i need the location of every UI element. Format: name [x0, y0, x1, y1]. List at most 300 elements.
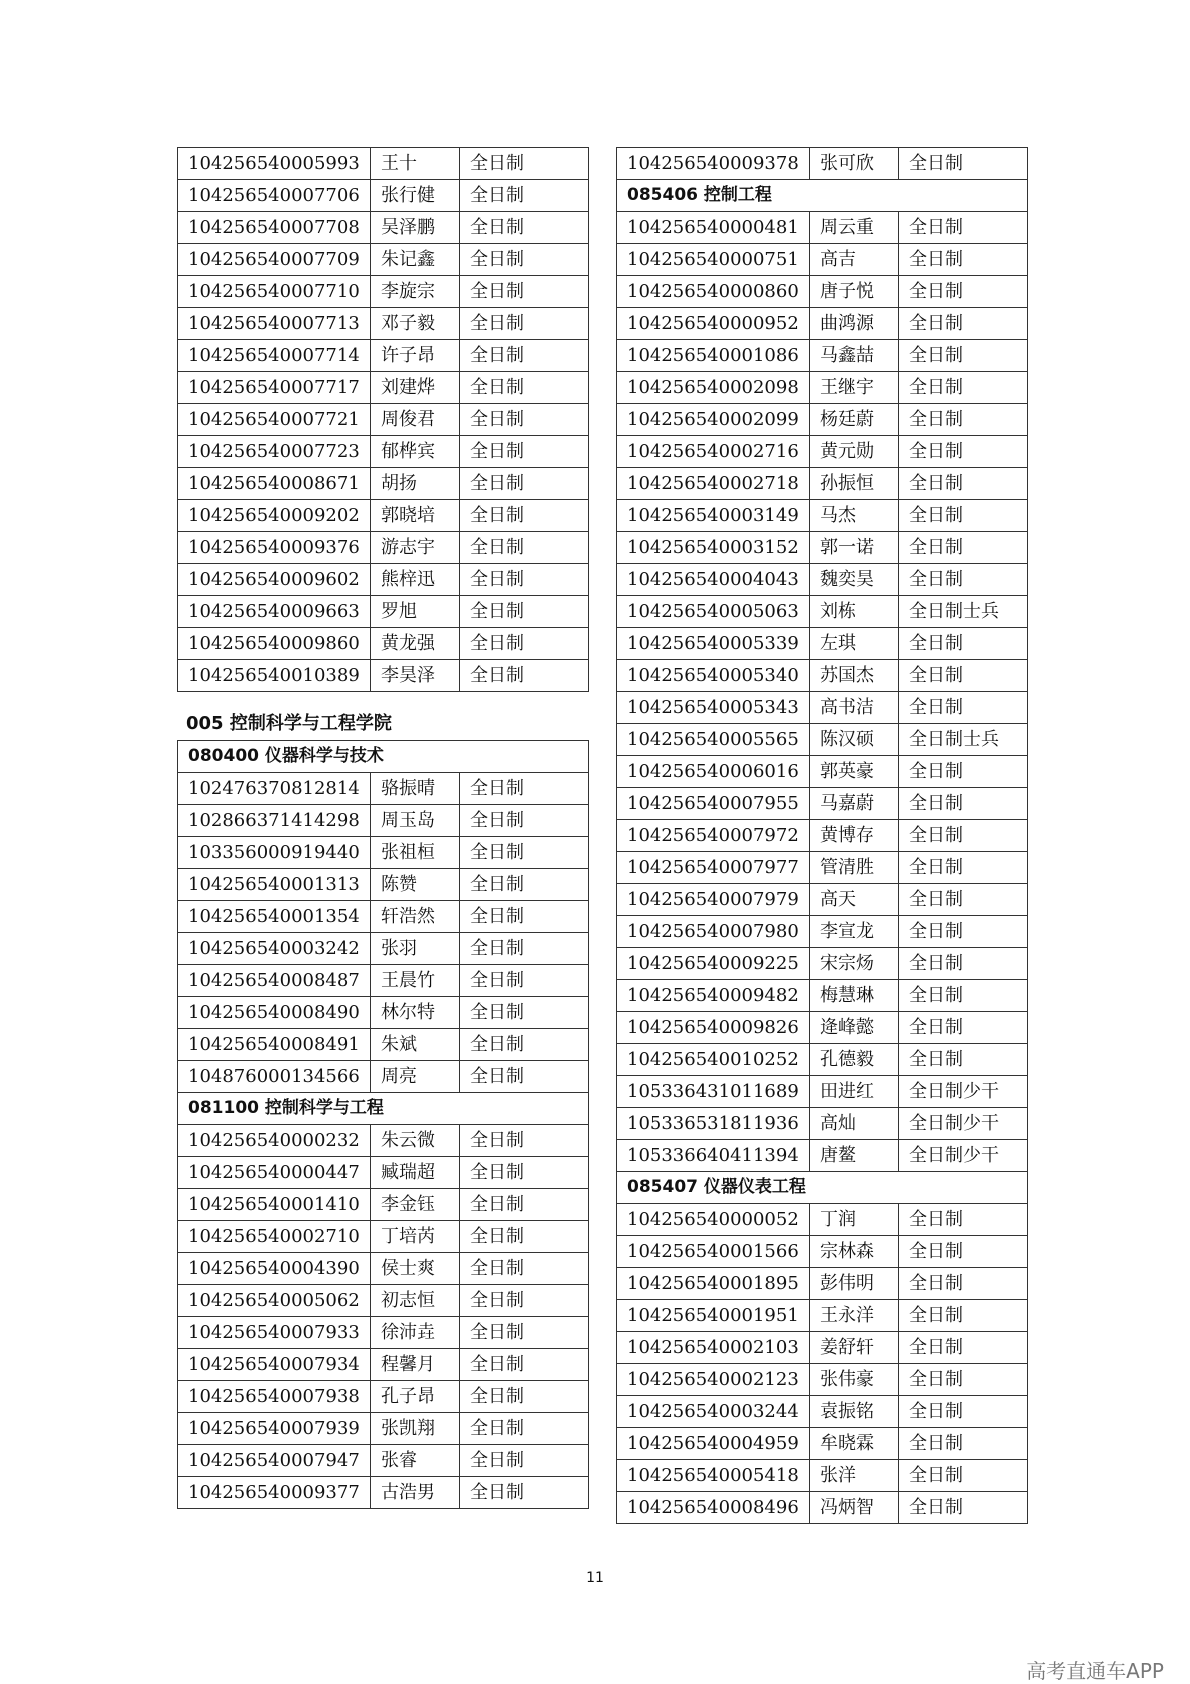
table-row — [617, 500, 1028, 532]
exam-id-cell: 104256540000481 — [617, 212, 810, 244]
table-row — [617, 372, 1028, 404]
table-row — [617, 1396, 1028, 1428]
table-row — [617, 596, 1028, 628]
study-mode-cell: 全日制 — [899, 692, 1028, 724]
name-cell: 黄博存 — [810, 820, 899, 852]
exam-id-cell: 104256540007717 — [178, 372, 371, 404]
name-cell: 马鑫喆 — [810, 340, 899, 372]
table-row — [617, 340, 1028, 372]
name-cell: 初志恒 — [371, 1285, 460, 1317]
table-row — [617, 884, 1028, 916]
exam-id-cell: 104256540007972 — [617, 820, 810, 852]
table-row — [617, 1044, 1028, 1076]
name-cell: 吴泽鹏 — [371, 212, 460, 244]
study-mode-cell: 全日制 — [460, 180, 589, 212]
exam-id-cell: 104876000134566 — [178, 1061, 371, 1093]
name-cell: 张睿 — [371, 1445, 460, 1477]
table-row — [617, 244, 1028, 276]
name-cell: 彭伟明 — [810, 1268, 899, 1300]
exam-id-cell: 104256540000860 — [617, 276, 810, 308]
name-cell: 李宣龙 — [810, 916, 899, 948]
study-mode-cell: 全日制 — [460, 564, 589, 596]
exam-id-cell: 104256540007709 — [178, 244, 371, 276]
name-cell: 曲鸿源 — [810, 308, 899, 340]
study-mode-cell: 全日制 — [899, 404, 1028, 436]
table-row — [178, 340, 589, 372]
study-mode-cell: 全日制 — [899, 1012, 1028, 1044]
table-row — [617, 308, 1028, 340]
name-cell: 郭英豪 — [810, 756, 899, 788]
table-row — [617, 788, 1028, 820]
table-row — [178, 933, 589, 965]
name-cell: 宗林森 — [810, 1236, 899, 1268]
exam-id-cell: 104256540002103 — [617, 1332, 810, 1364]
name-cell: 冯炳智 — [810, 1492, 899, 1524]
name-cell: 王继宇 — [810, 372, 899, 404]
exam-id-cell: 102866371414298 — [178, 805, 371, 837]
study-mode-cell: 全日制 — [460, 468, 589, 500]
study-mode-cell: 全日制 — [460, 1061, 589, 1093]
exam-id-cell: 104256540005993 — [178, 148, 371, 180]
exam-id-cell: 104256540007938 — [178, 1381, 371, 1413]
study-mode-cell: 全日制 — [460, 628, 589, 660]
study-mode-cell: 全日制 — [460, 1381, 589, 1413]
study-mode-cell: 全日制 — [899, 276, 1028, 308]
table-row — [178, 404, 589, 436]
table-row — [178, 308, 589, 340]
table-row — [178, 773, 589, 805]
table-row — [617, 1492, 1028, 1524]
name-cell: 黄元勋 — [810, 436, 899, 468]
study-mode-cell: 全日制 — [899, 212, 1028, 244]
exam-id-cell: 104256540007939 — [178, 1413, 371, 1445]
study-mode-cell: 全日制 — [460, 869, 589, 901]
study-mode-cell: 全日制 — [899, 244, 1028, 276]
table-row — [617, 916, 1028, 948]
study-mode-cell: 全日制少干 — [899, 1076, 1028, 1108]
study-mode-cell: 全日制 — [899, 1460, 1028, 1492]
exam-id-cell: 104256540009378 — [617, 148, 810, 180]
name-cell: 许子昂 — [371, 340, 460, 372]
exam-id-cell: 104256540005565 — [617, 724, 810, 756]
watermark: 高考直通车APP — [1026, 1659, 1164, 1683]
exam-id-cell: 104256540004043 — [617, 564, 810, 596]
table-row — [617, 212, 1028, 244]
exam-id-cell: 104256540002099 — [617, 404, 810, 436]
exam-id-cell: 104256540005343 — [617, 692, 810, 724]
name-cell: 陈赞 — [371, 869, 460, 901]
exam-id-cell: 104256540002710 — [178, 1221, 371, 1253]
study-mode-cell: 全日制 — [460, 1477, 589, 1509]
table-row — [178, 837, 589, 869]
name-cell: 郁桦宾 — [371, 436, 460, 468]
study-mode-cell: 全日制 — [899, 468, 1028, 500]
study-mode-cell: 全日制 — [460, 404, 589, 436]
exam-id-cell: 104256540008490 — [178, 997, 371, 1029]
study-mode-cell: 全日制 — [899, 884, 1028, 916]
major-header: 085407 仪器仪表工程 — [617, 1172, 1028, 1204]
exam-id-cell: 105336640411394 — [617, 1140, 810, 1172]
name-cell: 唐子悦 — [810, 276, 899, 308]
name-cell: 王晨竹 — [371, 965, 460, 997]
exam-id-cell: 102476370812814 — [178, 773, 371, 805]
name-cell: 李旋宗 — [371, 276, 460, 308]
study-mode-cell: 全日制 — [460, 436, 589, 468]
exam-id-cell: 104256540006016 — [617, 756, 810, 788]
table-row — [178, 1221, 589, 1253]
table-row — [178, 805, 589, 837]
study-mode-cell: 全日制 — [460, 805, 589, 837]
exam-id-cell: 104256540008487 — [178, 965, 371, 997]
name-cell: 郭晓培 — [371, 500, 460, 532]
study-mode-cell: 全日制 — [460, 1349, 589, 1381]
study-mode-cell: 全日制 — [460, 997, 589, 1029]
table-row — [178, 660, 589, 692]
table-row — [178, 1061, 589, 1093]
study-mode-cell: 全日制 — [460, 276, 589, 308]
study-mode-cell: 全日制 — [460, 837, 589, 869]
name-cell: 管清胜 — [810, 852, 899, 884]
table-row — [178, 1349, 589, 1381]
study-mode-cell: 全日制 — [899, 660, 1028, 692]
name-cell: 胡扬 — [371, 468, 460, 500]
exam-id-cell: 104256540009826 — [617, 1012, 810, 1044]
exam-id-cell: 104256540007934 — [178, 1349, 371, 1381]
study-mode-cell: 全日制 — [899, 1300, 1028, 1332]
study-mode-cell: 全日制 — [899, 308, 1028, 340]
major-header-row — [178, 741, 589, 773]
table-row — [178, 965, 589, 997]
table-row — [178, 1445, 589, 1477]
table-row — [178, 1477, 589, 1509]
name-cell: 张洋 — [810, 1460, 899, 1492]
study-mode-cell: 全日制 — [899, 1204, 1028, 1236]
name-cell: 李昊泽 — [371, 660, 460, 692]
study-mode-cell: 全日制士兵 — [899, 596, 1028, 628]
study-mode-cell: 全日制 — [460, 965, 589, 997]
major-header: 080400 仪器科学与技术 — [178, 741, 589, 773]
study-mode-cell: 全日制 — [899, 948, 1028, 980]
exam-id-cell: 104256540001086 — [617, 340, 810, 372]
name-cell: 宋宗炀 — [810, 948, 899, 980]
name-cell: 张行健 — [371, 180, 460, 212]
study-mode-cell: 全日制 — [899, 628, 1028, 660]
exam-id-cell: 104256540001951 — [617, 1300, 810, 1332]
exam-id-cell: 104256540007713 — [178, 308, 371, 340]
major-header: 085406 控制工程 — [617, 180, 1028, 212]
exam-id-cell: 104256540001410 — [178, 1189, 371, 1221]
exam-id-cell: 104256540003242 — [178, 933, 371, 965]
study-mode-cell: 全日制 — [899, 1396, 1028, 1428]
study-mode-cell: 全日制 — [899, 564, 1028, 596]
table-row — [178, 500, 589, 532]
exam-id-cell: 104256540008496 — [617, 1492, 810, 1524]
table-row — [178, 1381, 589, 1413]
name-cell: 邓子毅 — [371, 308, 460, 340]
study-mode-cell: 全日制 — [460, 1413, 589, 1445]
exam-id-cell: 104256540001313 — [178, 869, 371, 901]
major-header-row — [178, 1093, 589, 1125]
exam-id-cell: 104256540007955 — [617, 788, 810, 820]
name-cell: 游志宇 — [371, 532, 460, 564]
study-mode-cell: 全日制 — [899, 788, 1028, 820]
table-row — [178, 1285, 589, 1317]
exam-id-cell: 104256540007710 — [178, 276, 371, 308]
study-mode-cell: 全日制 — [899, 1268, 1028, 1300]
table-row — [617, 564, 1028, 596]
exam-id-cell: 104256540007721 — [178, 404, 371, 436]
table-row — [178, 532, 589, 564]
study-mode-cell: 全日制 — [899, 1332, 1028, 1364]
table-row — [178, 1157, 589, 1189]
exam-id-cell: 104256540009225 — [617, 948, 810, 980]
study-mode-cell: 全日制 — [899, 820, 1028, 852]
name-cell: 张可欣 — [810, 148, 899, 180]
exam-id-cell: 104256540001354 — [178, 901, 371, 933]
name-cell: 朱云微 — [371, 1125, 460, 1157]
name-cell: 左琪 — [810, 628, 899, 660]
study-mode-cell: 全日制 — [460, 1253, 589, 1285]
table-row — [178, 244, 589, 276]
exam-id-cell: 104256540001566 — [617, 1236, 810, 1268]
exam-id-cell: 104256540008671 — [178, 468, 371, 500]
name-cell: 古浩男 — [371, 1477, 460, 1509]
table-row — [178, 564, 589, 596]
exam-id-cell: 104256540000952 — [617, 308, 810, 340]
exam-id-cell: 104256540005340 — [617, 660, 810, 692]
table-row — [178, 436, 589, 468]
name-cell: 周俊君 — [371, 404, 460, 436]
name-cell: 黄龙强 — [371, 628, 460, 660]
table-row — [178, 372, 589, 404]
name-cell: 孙振恒 — [810, 468, 899, 500]
study-mode-cell: 全日制少干 — [899, 1108, 1028, 1140]
study-mode-cell: 全日制 — [460, 308, 589, 340]
study-mode-cell: 全日制少干 — [899, 1140, 1028, 1172]
study-mode-cell: 全日制 — [460, 660, 589, 692]
study-mode-cell: 全日制 — [899, 372, 1028, 404]
study-mode-cell: 全日制 — [899, 500, 1028, 532]
exam-id-cell: 104256540004959 — [617, 1428, 810, 1460]
study-mode-cell: 全日制 — [899, 148, 1028, 180]
name-cell: 田进红 — [810, 1076, 899, 1108]
table-row — [617, 148, 1028, 180]
name-cell: 张伟豪 — [810, 1364, 899, 1396]
exam-id-cell: 104256540009602 — [178, 564, 371, 596]
table-row — [617, 1140, 1028, 1172]
name-cell: 梅慧琳 — [810, 980, 899, 1012]
name-cell: 逄峰懿 — [810, 1012, 899, 1044]
table-row — [617, 980, 1028, 1012]
table-row — [178, 997, 589, 1029]
table-row — [178, 628, 589, 660]
name-cell: 高书洁 — [810, 692, 899, 724]
exam-id-cell: 104256540000751 — [617, 244, 810, 276]
name-cell: 袁振铭 — [810, 1396, 899, 1428]
exam-id-cell: 104256540009376 — [178, 532, 371, 564]
name-cell: 周亮 — [371, 1061, 460, 1093]
exam-id-cell: 105336431011689 — [617, 1076, 810, 1108]
name-cell: 周云重 — [810, 212, 899, 244]
study-mode-cell: 全日制 — [899, 980, 1028, 1012]
left-table-top — [177, 147, 589, 692]
table-row — [617, 1300, 1028, 1332]
table-row — [178, 180, 589, 212]
name-cell: 徐沛垚 — [371, 1317, 460, 1349]
table-row — [617, 436, 1028, 468]
name-cell: 朱记鑫 — [371, 244, 460, 276]
study-mode-cell: 全日制 — [460, 1189, 589, 1221]
study-mode-cell: 全日制 — [460, 773, 589, 805]
table-row — [617, 468, 1028, 500]
exam-id-cell: 104256540002716 — [617, 436, 810, 468]
name-cell: 张凯翔 — [371, 1413, 460, 1445]
table-row — [617, 1204, 1028, 1236]
study-mode-cell: 全日制 — [460, 596, 589, 628]
study-mode-cell: 全日制 — [460, 1445, 589, 1477]
exam-id-cell: 104256540007708 — [178, 212, 371, 244]
exam-id-cell: 104256540002718 — [617, 468, 810, 500]
page-number: 11 — [586, 1570, 604, 1586]
table-row — [178, 276, 589, 308]
name-cell: 高灿 — [810, 1108, 899, 1140]
table-row — [617, 1236, 1028, 1268]
name-cell: 罗旭 — [371, 596, 460, 628]
name-cell: 林尔特 — [371, 997, 460, 1029]
name-cell: 唐鳌 — [810, 1140, 899, 1172]
name-cell: 马嘉蔚 — [810, 788, 899, 820]
table-row — [178, 1189, 589, 1221]
table-row — [617, 1364, 1028, 1396]
major-header-row — [617, 1172, 1028, 1204]
study-mode-cell: 全日制 — [460, 212, 589, 244]
name-cell: 臧瑞超 — [371, 1157, 460, 1189]
name-cell: 王十 — [371, 148, 460, 180]
study-mode-cell: 全日制 — [899, 1428, 1028, 1460]
study-mode-cell: 全日制 — [899, 1044, 1028, 1076]
name-cell: 张羽 — [371, 933, 460, 965]
study-mode-cell: 全日制 — [460, 244, 589, 276]
name-cell: 姜舒轩 — [810, 1332, 899, 1364]
study-mode-cell: 全日制 — [460, 340, 589, 372]
table-row — [617, 628, 1028, 660]
study-mode-cell: 全日制 — [460, 901, 589, 933]
study-mode-cell: 全日制 — [460, 933, 589, 965]
exam-id-cell: 104256540007979 — [617, 884, 810, 916]
exam-id-cell: 104256540008491 — [178, 1029, 371, 1061]
name-cell: 魏奕昊 — [810, 564, 899, 596]
exam-id-cell: 104256540004390 — [178, 1253, 371, 1285]
table-row — [178, 1253, 589, 1285]
name-cell: 丁培芮 — [371, 1221, 460, 1253]
exam-id-cell: 104256540003244 — [617, 1396, 810, 1428]
table-row — [178, 596, 589, 628]
name-cell: 牟晓霖 — [810, 1428, 899, 1460]
table-row — [178, 148, 589, 180]
left-table-bottom — [177, 740, 589, 1509]
study-mode-cell: 全日制 — [460, 532, 589, 564]
major-header: 081100 控制科学与工程 — [178, 1093, 589, 1125]
table-row — [178, 1413, 589, 1445]
table-row — [178, 901, 589, 933]
study-mode-cell: 全日制 — [899, 916, 1028, 948]
table-row — [617, 1012, 1028, 1044]
study-mode-cell: 全日制 — [460, 1221, 589, 1253]
table-row — [617, 1108, 1028, 1140]
name-cell: 杨廷蔚 — [810, 404, 899, 436]
exam-id-cell: 104256540007706 — [178, 180, 371, 212]
table-row — [617, 692, 1028, 724]
study-mode-cell: 全日制 — [899, 1492, 1028, 1524]
table-row — [178, 869, 589, 901]
table-row — [617, 820, 1028, 852]
exam-id-cell: 104256540007723 — [178, 436, 371, 468]
name-cell: 朱斌 — [371, 1029, 460, 1061]
table-row — [617, 1268, 1028, 1300]
table-row — [617, 724, 1028, 756]
exam-id-cell: 104256540002123 — [617, 1364, 810, 1396]
study-mode-cell: 全日制 — [899, 532, 1028, 564]
name-cell: 刘建烨 — [371, 372, 460, 404]
name-cell: 骆振晴 — [371, 773, 460, 805]
exam-id-cell: 105336531811936 — [617, 1108, 810, 1140]
table-row — [617, 532, 1028, 564]
exam-id-cell: 104256540005062 — [178, 1285, 371, 1317]
study-mode-cell: 全日制 — [460, 1029, 589, 1061]
right-table — [616, 147, 1028, 1524]
name-cell: 王永洋 — [810, 1300, 899, 1332]
name-cell: 熊梓迅 — [371, 564, 460, 596]
name-cell: 苏国杰 — [810, 660, 899, 692]
exam-id-cell: 104256540009663 — [178, 596, 371, 628]
exam-id-cell: 104256540001895 — [617, 1268, 810, 1300]
exam-id-cell: 104256540000052 — [617, 1204, 810, 1236]
school-heading: 005 控制科学与工程学院 — [186, 713, 392, 734]
table-row — [178, 468, 589, 500]
study-mode-cell: 全日制 — [460, 1285, 589, 1317]
table-row — [617, 660, 1028, 692]
exam-id-cell: 104256540003149 — [617, 500, 810, 532]
exam-id-cell: 104256540007977 — [617, 852, 810, 884]
exam-id-cell: 104256540009377 — [178, 1477, 371, 1509]
table-row — [178, 1317, 589, 1349]
study-mode-cell: 全日制 — [460, 372, 589, 404]
name-cell: 高天 — [810, 884, 899, 916]
exam-id-cell: 104256540007714 — [178, 340, 371, 372]
table-row — [617, 276, 1028, 308]
study-mode-cell: 全日制 — [899, 1364, 1028, 1396]
study-mode-cell: 全日制 — [899, 1236, 1028, 1268]
exam-id-cell: 104256540009202 — [178, 500, 371, 532]
table-row — [178, 1125, 589, 1157]
study-mode-cell: 全日制 — [899, 436, 1028, 468]
name-cell: 刘栋 — [810, 596, 899, 628]
exam-id-cell: 104256540005339 — [617, 628, 810, 660]
name-cell: 郭一诺 — [810, 532, 899, 564]
table-row — [178, 1029, 589, 1061]
study-mode-cell: 全日制士兵 — [899, 724, 1028, 756]
exam-id-cell: 104256540009482 — [617, 980, 810, 1012]
table-row — [617, 1428, 1028, 1460]
exam-id-cell: 104256540002098 — [617, 372, 810, 404]
major-header-row — [617, 180, 1028, 212]
name-cell: 程馨月 — [371, 1349, 460, 1381]
exam-id-cell: 104256540005418 — [617, 1460, 810, 1492]
exam-id-cell: 104256540005063 — [617, 596, 810, 628]
exam-id-cell: 104256540010389 — [178, 660, 371, 692]
exam-id-cell: 104256540007980 — [617, 916, 810, 948]
table-row — [617, 1460, 1028, 1492]
